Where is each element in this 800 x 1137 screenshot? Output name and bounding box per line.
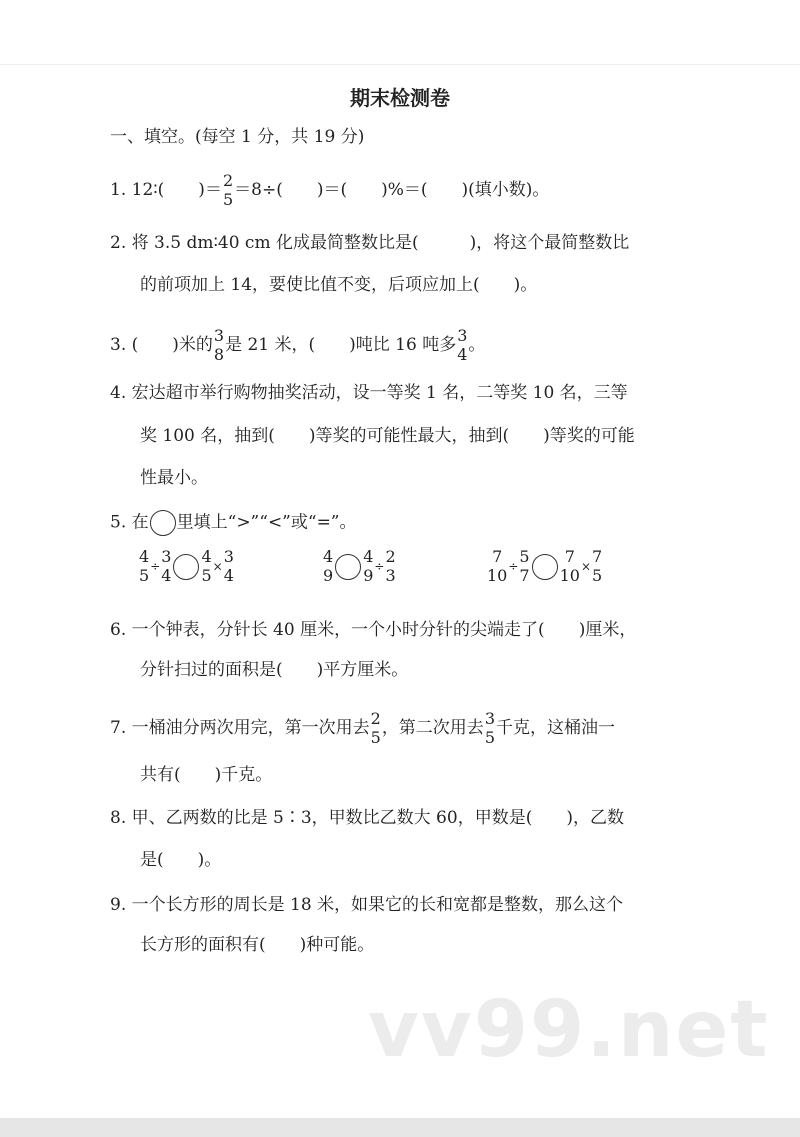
numerator: 4 bbox=[201, 547, 212, 566]
fraction bbox=[485, 710, 495, 747]
page-title: 期末检测卷 bbox=[350, 86, 450, 110]
text: 7. 一桶油分两次用完，第一次用去 bbox=[110, 718, 370, 738]
text: 千克，这桶油一 bbox=[496, 718, 615, 738]
numerator: 3 bbox=[457, 326, 468, 345]
numerator: 2 bbox=[222, 171, 234, 190]
fraction bbox=[214, 327, 224, 364]
question-8-line-2: 是( )。 bbox=[140, 850, 222, 870]
operator: ÷ bbox=[150, 559, 161, 574]
denominator: 4 bbox=[161, 566, 172, 585]
compare-circle-input[interactable] bbox=[173, 554, 199, 580]
fraction bbox=[224, 548, 234, 585]
denominator: 10 bbox=[487, 566, 508, 585]
question-6-line-1: 6. 一个钟表，分针长 40 厘米，一个小时分针的尖端走了( )厘米， bbox=[110, 620, 637, 640]
numerator: 7 bbox=[592, 547, 603, 566]
denominator: 4 bbox=[223, 566, 234, 585]
fraction bbox=[487, 548, 507, 585]
question-4-line-1: 4. 宏达超市举行购物抽奖活动，设一等奖 1 名，二等奖 10 名，三等 bbox=[110, 383, 628, 403]
denominator: 9 bbox=[363, 566, 374, 585]
text: 1. 12∶( )＝ bbox=[110, 180, 222, 200]
fraction bbox=[519, 548, 529, 585]
operator: ÷ bbox=[508, 559, 519, 574]
numerator: 2 bbox=[370, 709, 381, 728]
denominator: 7 bbox=[519, 566, 530, 585]
section-heading: 一、填空。(每空 1 分，共 19 分) bbox=[110, 127, 365, 147]
numerator: 3 bbox=[161, 547, 172, 566]
operator: × bbox=[580, 559, 592, 574]
fraction bbox=[323, 548, 333, 585]
numerator: 7 bbox=[564, 547, 575, 566]
fraction bbox=[592, 548, 602, 585]
fraction bbox=[223, 172, 233, 209]
question-2-line-1: 2. 将 3.5 dm∶40 cm 化成最简整数比是( )，将这个最简整数比 bbox=[110, 233, 630, 253]
denominator: 4 bbox=[457, 345, 468, 364]
text: ＝8÷( )＝( )%＝( )(填小数)。 bbox=[234, 180, 550, 200]
operator: ÷ bbox=[374, 559, 385, 574]
question-2-line-2: 的前项加上 14，要使比值不变，后项应加上( )。 bbox=[140, 275, 538, 295]
fraction bbox=[371, 710, 381, 747]
text: ，第二次用去 bbox=[381, 718, 484, 738]
denominator: 9 bbox=[323, 566, 334, 585]
denominator: 5 bbox=[592, 566, 603, 585]
text: 是 21 米，( )吨比 16 吨多 bbox=[225, 335, 457, 355]
numerator: 5 bbox=[519, 547, 530, 566]
numerator: 4 bbox=[323, 547, 334, 566]
compare-expression-1 bbox=[138, 548, 235, 585]
numerator: 3 bbox=[484, 709, 495, 728]
question-9-line-1: 9. 一个长方形的周长是 18 米，如果它的长和宽都是整数，那么这个 bbox=[110, 895, 624, 915]
divider bbox=[0, 64, 800, 65]
text: 5. 在 bbox=[110, 512, 149, 533]
numerator: 4 bbox=[363, 547, 374, 566]
numerator: 2 bbox=[385, 547, 396, 566]
question-4-line-2: 奖 100 名，抽到( )等奖的可能性最大，抽到( )等奖的可能 bbox=[140, 426, 635, 446]
denominator: 3 bbox=[385, 566, 396, 585]
question-7-line-2: 共有( )千克。 bbox=[140, 765, 273, 785]
compare-circle-input[interactable] bbox=[532, 554, 558, 580]
numerator: 3 bbox=[223, 547, 234, 566]
compare-expression-2 bbox=[322, 548, 397, 585]
operator: × bbox=[212, 559, 223, 574]
question-4-line-3: 性最小。 bbox=[140, 468, 208, 488]
numerator: 7 bbox=[492, 547, 503, 566]
fraction bbox=[363, 548, 373, 585]
fraction bbox=[139, 548, 149, 585]
fraction bbox=[560, 548, 580, 585]
bottom-bar bbox=[0, 1118, 800, 1137]
compare-expression-3 bbox=[486, 548, 603, 585]
numerator: 3 bbox=[213, 326, 225, 345]
fraction bbox=[457, 327, 467, 364]
question-1 bbox=[110, 172, 549, 209]
question-9-line-2: 长方形的面积有( )种可能。 bbox=[140, 935, 375, 955]
circle-blank-icon bbox=[150, 510, 176, 536]
fraction bbox=[201, 548, 211, 585]
compare-circle-input[interactable] bbox=[335, 554, 361, 580]
question-7 bbox=[110, 710, 615, 747]
denominator: 5 bbox=[370, 728, 381, 747]
question-8-line-1: 8. 甲、乙两数的比是 5∶3，甲数比乙数大 60，甲数是( )，乙数 bbox=[110, 808, 624, 828]
denominator: 10 bbox=[559, 566, 580, 585]
text: 。 bbox=[468, 335, 486, 355]
watermark: vv99.net bbox=[368, 985, 770, 1075]
text: 里填上“>”“<”或“=”。 bbox=[176, 512, 357, 533]
question-5 bbox=[110, 510, 357, 536]
denominator: 5 bbox=[484, 728, 495, 747]
text: 3. ( )米的 bbox=[110, 335, 213, 355]
numerator: 4 bbox=[139, 547, 150, 566]
denominator: 5 bbox=[201, 566, 212, 585]
fraction bbox=[161, 548, 171, 585]
denominator: 5 bbox=[222, 190, 234, 209]
denominator: 5 bbox=[139, 566, 150, 585]
fraction bbox=[385, 548, 395, 585]
denominator: 8 bbox=[213, 345, 225, 364]
question-6-line-2: 分针扫过的面积是( )平方厘米。 bbox=[140, 660, 409, 680]
question-3 bbox=[110, 327, 485, 364]
